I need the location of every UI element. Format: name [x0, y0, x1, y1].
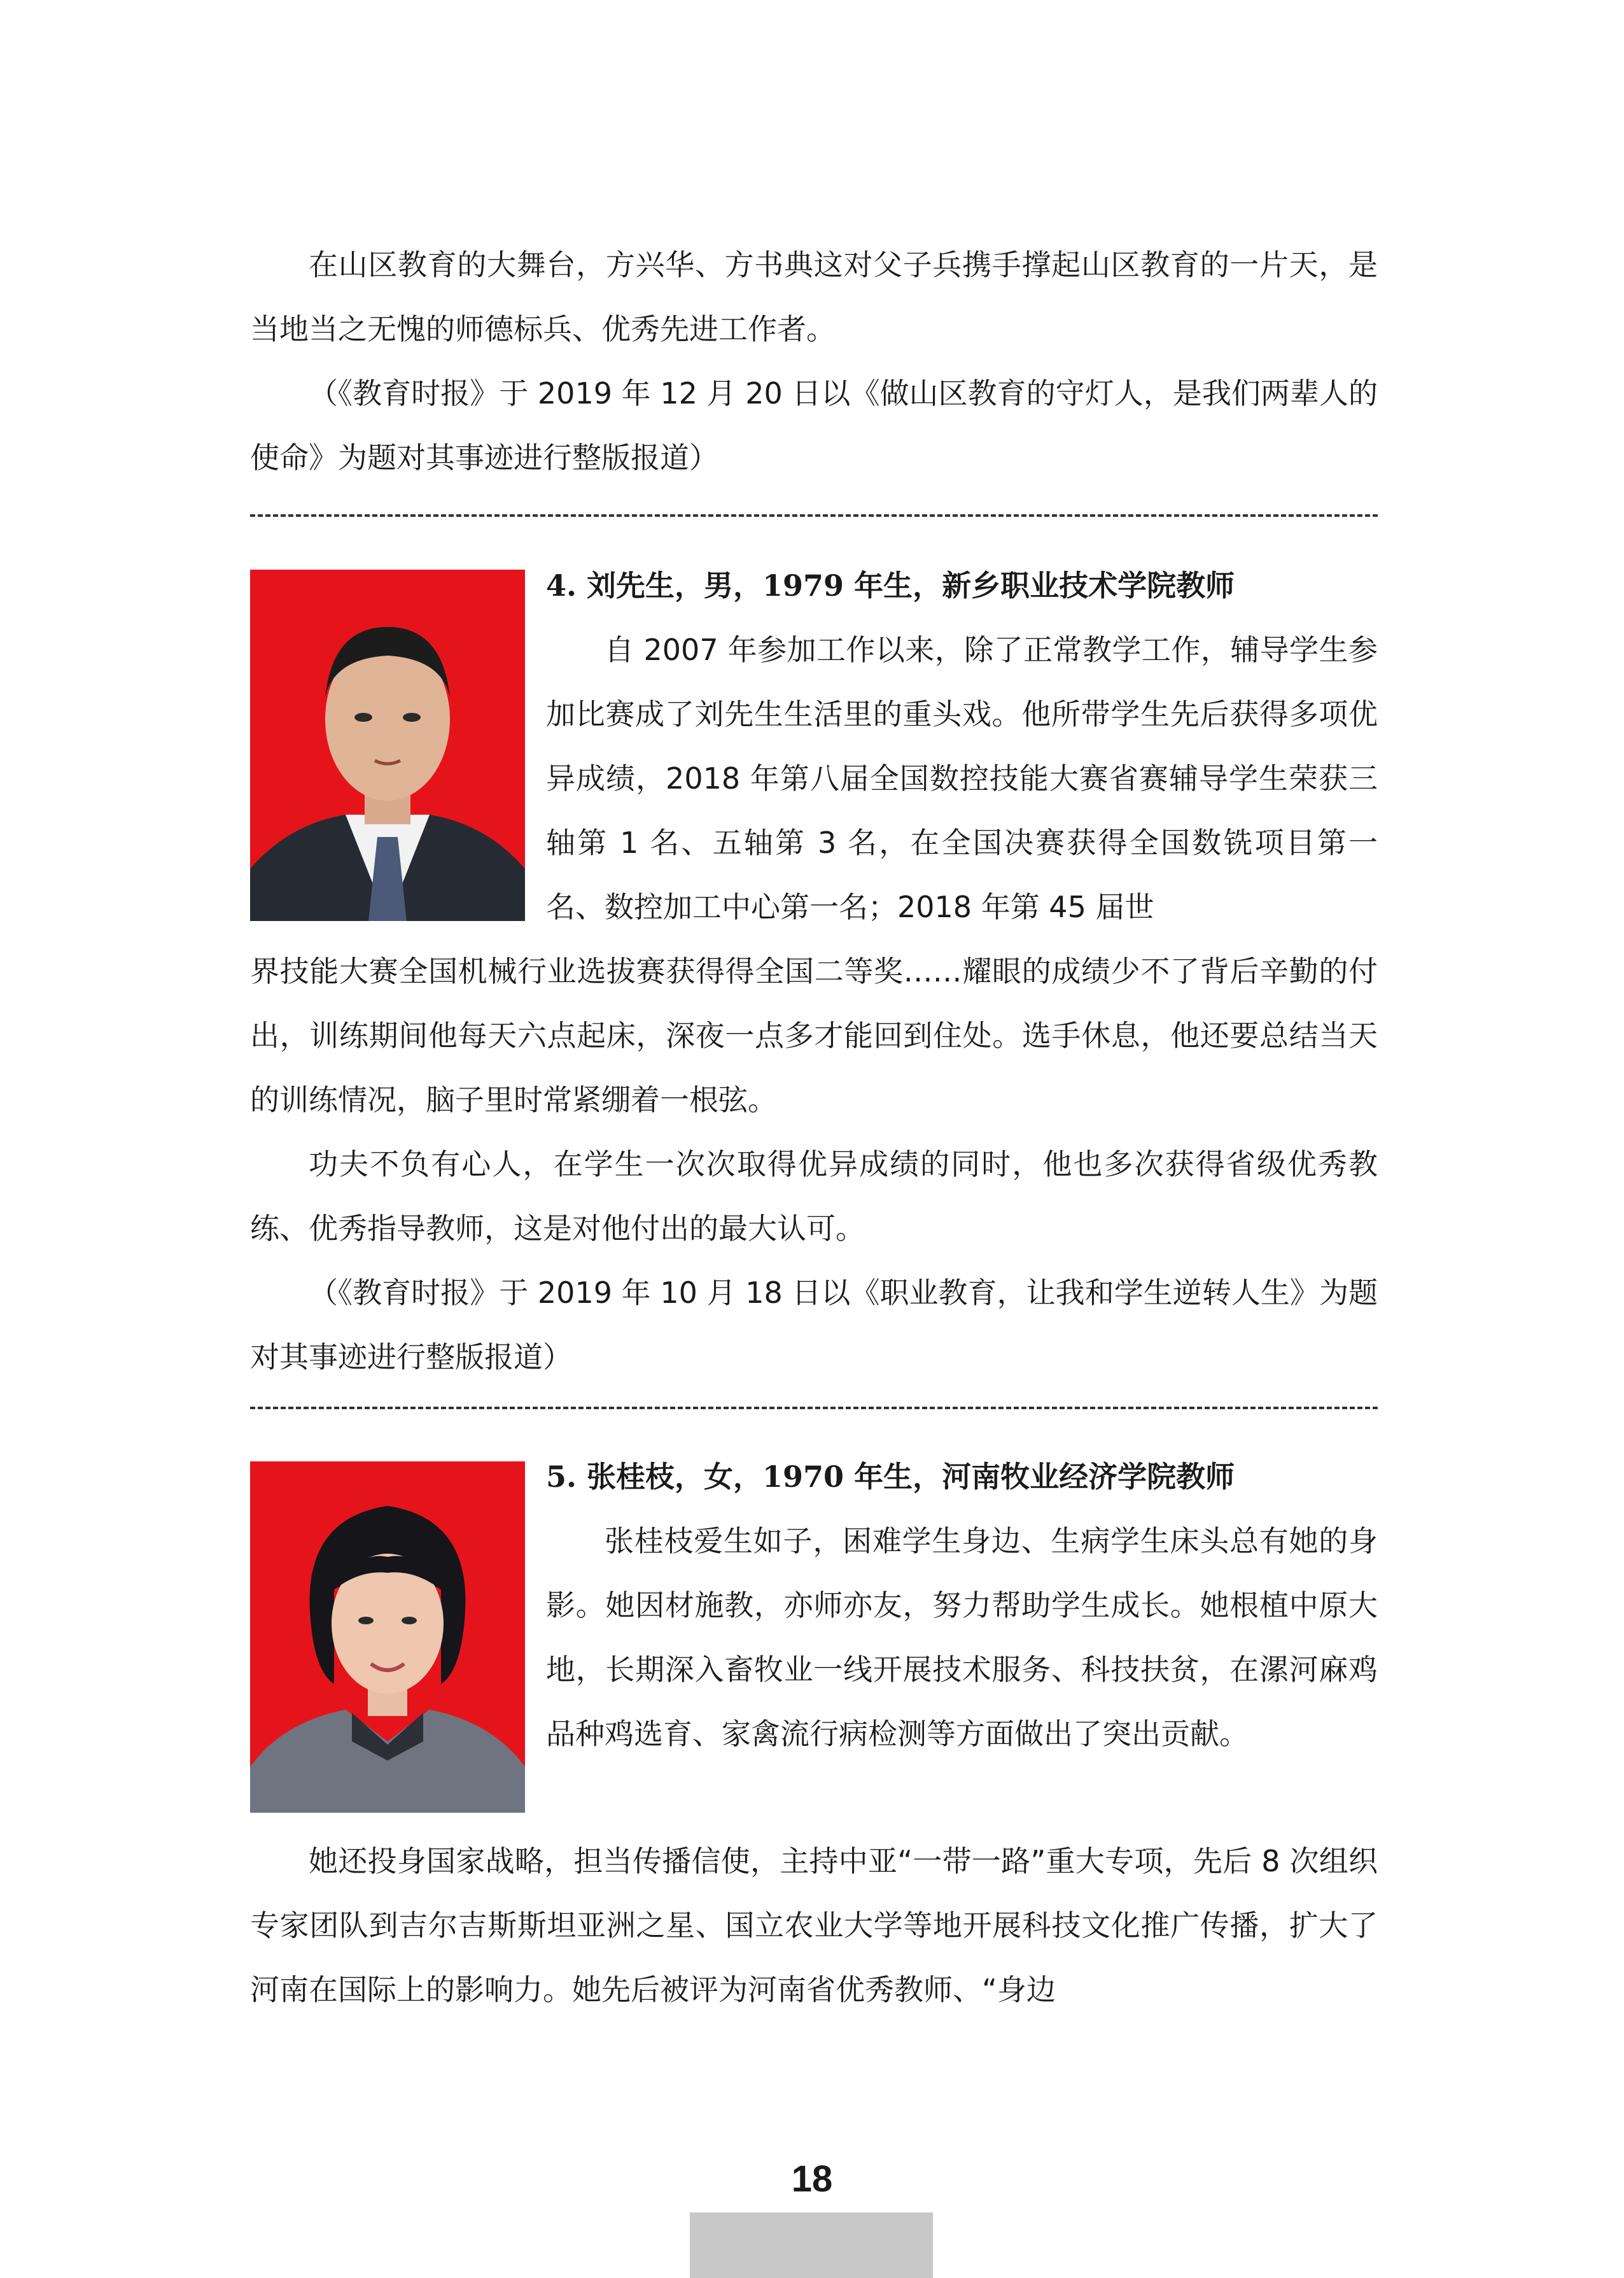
entry-4-citation: （《教育时报》于 2019 年 10 月 18 日以《职业教育，让我和学生逆转人生》为题对其事迹进行整版报道）	[250, 1276, 1378, 1374]
entry-4-continued-text: 界技能大赛全国机械行业选拔赛获得得全国二等奖……耀眼的成绩少不了背后辛勤的付出，训练期间他每天六点起床，深夜一点多才能回到住处。选手休息，他还要总结当天的训练情况，脑子里时常紧绷着一根弦。	[250, 954, 1378, 1117]
entry-5-title: 5. 张桂枝，女，1970 年生，河南牧业经济学院教师	[546, 1459, 1235, 1494]
entry-4-body	[250, 939, 1378, 1389]
portrait-photo-female	[250, 1461, 525, 1813]
entry-5-side-text: 张桂枝爱生如子，困难学生身边、生病学生床头总有她的身影。她因材施教，亦师亦友，努力帮助学生成长。她根植中原大地，长期深入畜牧业一线开展技术服务、科技扶贫，在漯河麻鸡品种鸡选育、家禽流行病检测等方面做出了突出贡献。	[546, 1524, 1378, 1751]
entry-4-side-text: 自 2007 年参加工作以来，除了正常教学工作，辅导学生参加比赛成了刘先生生活里的重头戏。他所带学生先后获得多项优异成绩，2018 年第八届全国数控技能大赛省赛辅导学生荣获三轴第 1 名、五轴第 3 名，在全国决赛获得全国数铣项目第一名、数控加工中心第一名；2018 年第 45 届世	[546, 633, 1378, 924]
portrait-illustration	[250, 570, 525, 921]
intro-paragraph: 在山区教育的大舞台，方兴华、方书典这对父子兵携手撑起山区教育的一片天，是当地当之无愧的师德标兵、优秀先进工作者。	[250, 248, 1378, 346]
entry-4-header-block	[546, 554, 1378, 939]
page-number: 18	[791, 2158, 833, 2200]
entry-4-title: 4. 刘先生，男，1979 年生，新乡职业技术学院教师	[546, 568, 1235, 603]
entry-5-body	[250, 1829, 1378, 2022]
portrait-illustration	[250, 1461, 525, 1813]
section-divider	[250, 1407, 1378, 1409]
entry-4-paragraph-2: 功夫不负有心人，在学生一次次取得优异成绩的同时，他也多次获得省级优秀教练、优秀指导教师，这是对他付出的最大认可。	[250, 1147, 1378, 1246]
page-number-tab	[690, 2212, 933, 2278]
entry-5-header-block	[546, 1445, 1378, 1766]
entry-5-paragraph-2: 她还投身国家战略，担当传播信使，主持中亚“一带一路”重大专项，先后 8 次组织专家团队到吉尔吉斯斯坦亚洲之星、国立农业大学等地开展科技文化推广传播，扩大了河南在国际上的影响力。她先后被评为河南省优秀教师、“身边	[250, 1844, 1378, 2007]
section-divider	[250, 514, 1378, 517]
intro-section	[250, 233, 1378, 490]
intro-citation: （《教育时报》于 2019 年 12 月 20 日以《做山区教育的守灯人，是我们两辈人的使命》为题对其事迹进行整版报道）	[250, 376, 1378, 475]
portrait-photo-male	[250, 570, 525, 921]
